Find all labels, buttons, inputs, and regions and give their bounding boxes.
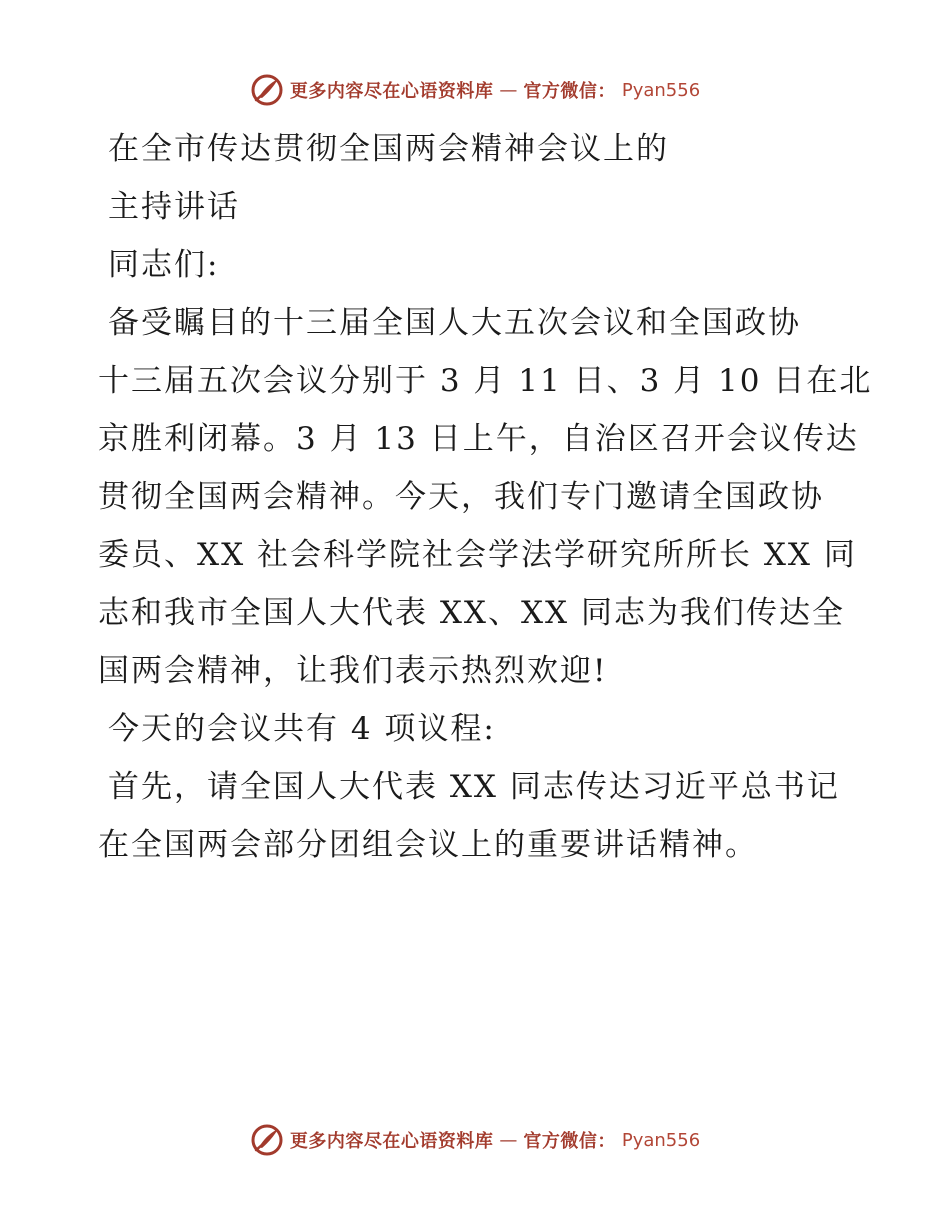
watermark-account: Pyan556 — [621, 1129, 701, 1151]
paragraph-line: 首先，请全国人大代表 XX 同志传达习近平总书记 — [108, 769, 840, 805]
footer-watermark — [0, 1120, 950, 1160]
document-body — [98, 120, 873, 874]
paragraph-line: 在全国两会部分团组会议上的重要讲话精神。 — [98, 827, 758, 863]
watermark-separator: — — [499, 79, 518, 101]
paragraph-line: 贯彻全国两会精神。今天，我们专门邀请全国政协 — [98, 479, 824, 515]
agenda-intro: 今天的会议共有 4 项议程: — [108, 711, 496, 747]
watermark-account-label: 官方微信： — [523, 81, 616, 102]
paragraph-line: 委员、XX 社会科学院社会学法学研究所所长 XX 同 — [98, 537, 857, 573]
paragraph-line: 国两会精神，让我们表示热烈欢迎! — [98, 653, 608, 689]
quill-logo-icon — [250, 73, 284, 107]
watermark-text: 更多内容尽在心语资料库 — [289, 81, 494, 102]
document-title-line-2: 主持讲话 — [108, 189, 240, 225]
watermark-separator: — — [499, 1129, 518, 1151]
header-watermark — [0, 70, 950, 110]
watermark-account-label: 官方微信： — [523, 1131, 616, 1152]
paragraph-line: 备受瞩目的十三届全国人大五次会议和全国政协 — [108, 305, 801, 341]
salutation: 同志们: — [108, 247, 220, 283]
watermark-text: 更多内容尽在心语资料库 — [289, 1131, 494, 1152]
paragraph-line: 志和我市全国人大代表 XX、XX 同志为我们传达全 — [98, 595, 845, 631]
document-title-line-1: 在全市传达贯彻全国两会精神会议上的 — [108, 131, 669, 167]
paragraph-line: 京胜利闭幕。3 月 13 日上午，自治区召开会议传达 — [98, 421, 859, 457]
paragraph-line: 十三届五次会议分别于 3 月 11 日、3 月 10 日在北 — [98, 363, 873, 399]
paragraph-1 — [98, 294, 873, 700]
quill-logo-icon — [250, 1123, 284, 1157]
paragraph-2 — [98, 758, 858, 874]
watermark-account: Pyan556 — [621, 79, 701, 101]
